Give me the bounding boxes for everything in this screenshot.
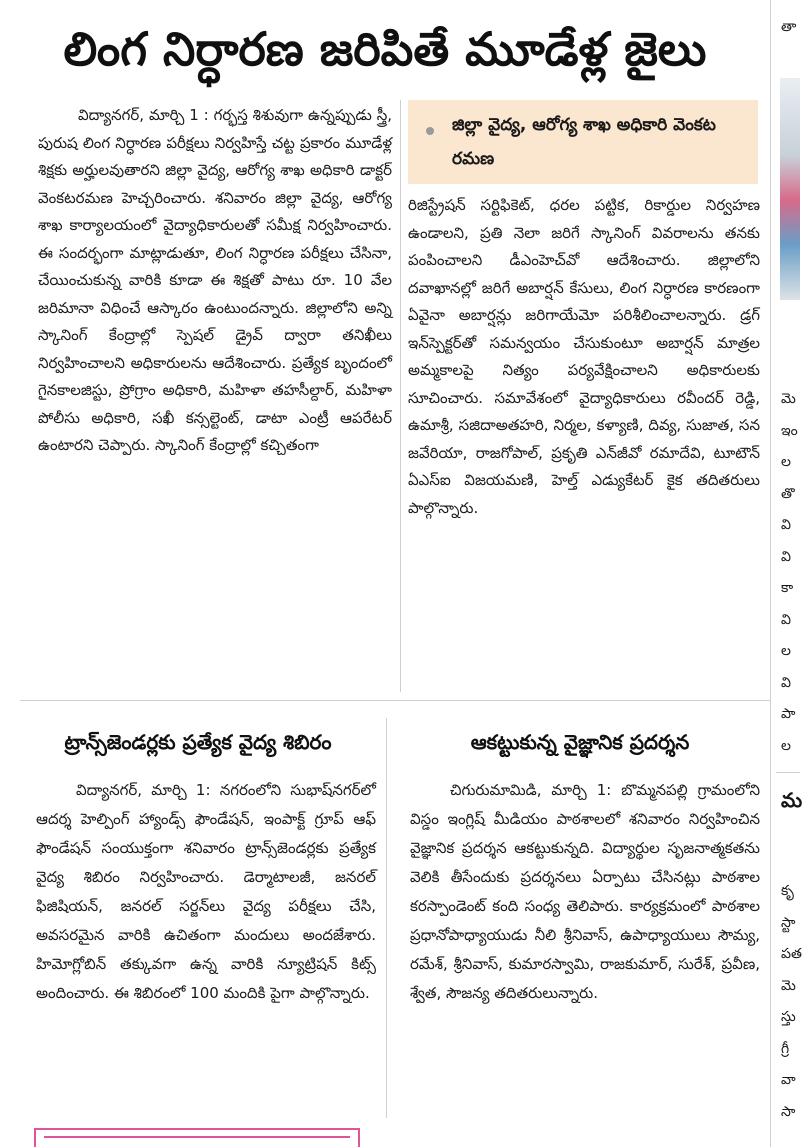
article1-col1 [38, 102, 392, 692]
edge-line: స్తు [781, 1009, 796, 1025]
edge-line: ల [781, 737, 791, 754]
edge-line: వి [781, 517, 791, 533]
highlight-box [408, 100, 758, 184]
article2-text: విద్యానగర్, మార్చి 1: నగరంలోని సుభాష్‌నగర్‌లో ఆదర్శ హెల్పింగ్ హ్యాండ్స్ ఫౌండేషన్, ఇంపాక్ట్ గ్రూప్ ఆఫ్ ఫౌండేషన్ సంయుక్తంగా శనివారం ట్రాన్స్‌జెండర్లకు ప్రత్యేక వైద్య శిబిరం నిర్వహించారు. డెర్మాటాలజీ, జనరల్ ఫిజిషియన్, జనరల్ సర్జన్‌లు వైద్య పరీక్షలు చేసి, అవసరమైన వారికి ఉచితంగా మందులు అందజేశారు. హిమోగ్లోబిన్ తక్కువగా ఉన్న వారికి న్యూట్రిషన్ కిట్స్ అందించారు. ఈ శిబిరంలో 100 మందికి పైగా పాల్గొన్నారు. [36, 781, 376, 1002]
edge-line: పత [781, 946, 802, 962]
section-divider [20, 700, 770, 701]
edge-line: కా [781, 580, 794, 596]
edge-line: ల [781, 643, 791, 659]
edge-line: మె [781, 977, 796, 994]
bullet-icon [426, 127, 434, 135]
edge-line: ల [781, 454, 791, 470]
edge-line: వా [781, 1072, 796, 1088]
article3-body [410, 776, 760, 1121]
column-divider [400, 100, 401, 692]
right-column-divider [770, 0, 771, 1147]
article1-col2 [408, 192, 760, 692]
edge-column-text [781, 384, 800, 762]
edge-line: వి [781, 611, 791, 628]
edge-line: సా [781, 1103, 796, 1120]
article2-body [36, 776, 376, 1121]
article1-col1-text: విద్యానగర్, మార్చి 1 : గర్భస్త శిశువుగా ఉన్నప్పుడు స్త్రీ, పురుష లింగ నిర్ధారణ పరీక్షలు నిర్వహిస్తే చట్ట ప్రకారం మూడేళ్ల శిక్షకు అర్హులవుతారని జిల్లా వైద్య, ఆరోగ్య శాఖ అధికారి డాక్టర్ వెంకటరమణ హెచ్చరించారు. శనివారం జిల్లా వైద్య, ఆరోగ్య శాఖ కార్యాలయంలో వైద్యాధికారులతో సమీక్ష నిర్వహించారు. ఈ సందర్భంగా మాట్లాడుతూ, లింగ నిర్ధారణ పరీక్షలు చేసినా, చేయించుకున్న వారికి కూడా ఈ శిక్షతో పాటు రూ. 10 వేల జరిమానా విధించే ఆస్కారం ఉంటుందన్నారు. జిల్లాలోని అన్ని స్కానింగ్ కేంద్రాల్లో స్పెషల్ డ్రైవ్ ద్వారా తనిఖీలు నిర్వహించాలని అధికారులను ఆదేశించారు. ప్రత్యేక బృందంలో గైనకాలజిస్టు, ప్రోగ్రాం అధికారి, మహిళా తహసీల్దార్, మహిళా పోలీసు అధికారి, సఖీ కన్సల్టెంట్, డాటా ఎంట్రీ ఆపరేటర్ ఉంటారని చెప్పారు. స్కానింగ్ కేంద్రాల్లో కచ్చితంగా [38, 106, 392, 454]
edge-line: తొ [781, 485, 795, 502]
highlight-text: జిల్లా వైద్య, ఆరోగ్య శాఖ అధికారి వెంకట రమణ [452, 115, 716, 169]
edge-divider [776, 772, 800, 773]
headline: లింగ నిర్ధారణ జరిపితే మూడేళ్ల జైలు [63, 22, 707, 76]
advertisement-border [44, 1136, 350, 1138]
edge-line: మె [781, 391, 796, 407]
news-photo [780, 78, 800, 300]
advertisement-box [34, 1128, 360, 1147]
article1-col2-text: రిజిస్ట్రేషన్ సర్టిఫికెట్, ధరల పట్టిక, రికార్డుల నిర్వహణ ఉండాలని, ప్రతి నెలా జరిగే స్కానింగ్ వివరాలను తనకు పంపించాలని డీఎంహెచ్‌వో ఆదేశించారు. జిల్లాలోని దవాఖానల్లో జరిగే అబార్షన్ కేసులు, లింగ నిర్ధారణ కారణంగా ఏవైనా అబార్షన్లు జరిగాయేమో పరిశీలించాలన్నారు. డ్రగ్ ఇన్‌స్పెక్టర్‌తో సమన్వయం చేసుకుంటూ అబార్షన్ మాత్రల అమ్మకాలపై నిత్యం పర్యవేక్షించాలని అధికారులకు సూచించారు. సమావేశంలో వైద్యాధికారులు రవీందర్ రెడ్డి, ఉమాశ్రీ, సజిదాఅతహరి, నిర్మల, కళ్యాణి, దివ్య, సుజాత, సన జవేరియా, రాజగోపాల్, ప్రకృతి ఎన్‌జీవో రమాదేవి, టూటౌన్ ఏఎస్‌ఐ విజయమణి, హెల్త్ ఎడ్యుకేటర్ కైక తదితరులు పాల్గొన్నారు. [408, 196, 760, 517]
article3-text: చిగురుమామిడి, మార్చి 1: బొమ్మనపల్లి గ్రామంలోని విస్డం ఇంగ్లిష్ మీడియం పాఠశాలలో శనివారం నిర్వహించిన వైజ్ఞానిక ప్రదర్శన ఆకట్టుకున్నది. విద్యార్థుల సృజనాత్మకతను వెలికి తీసేందుకు ప్రదర్శనలు ఏర్పాటు చేసినట్లు పాఠశాల కరస్పాండెంట్ కంది సంధ్య తెలిపారు. కార్యక్రమంలో పాఠశాల ప్రధానోపాధ్యాయుడు నీలి శ్రీనివాస్, ఉపాధ్యాయులు సౌమ్య, రమేశ్, శ్రీనివాస్, కుమారస్వామి, రాజకుమార్, సురేశ్, ప్రవీణ, శ్వేత, సౌజన్య తదితరులున్నారు. [410, 781, 760, 1002]
column-divider-lower [386, 718, 387, 1118]
edge-heading: మ [781, 788, 802, 812]
article2-title: ట్రాన్స్‌జెండర్లకు ప్రత్యేక వైద్య శిబిరం [64, 730, 332, 754]
edge-top-text: తా [781, 19, 797, 35]
edge-column-text-2 [781, 876, 800, 1128]
article3-title: ఆకట్టుకున్న వైజ్ఞానిక ప్రదర్శన [470, 730, 690, 754]
edge-line: గ్రీ [781, 1040, 790, 1057]
edge-line: పా [781, 706, 796, 722]
edge-line: స్టా [781, 914, 796, 931]
edge-line: వి [781, 674, 791, 691]
edge-line: ఇం [781, 422, 798, 439]
edge-line: వి [781, 548, 791, 565]
edge-line: కృ [781, 883, 794, 899]
